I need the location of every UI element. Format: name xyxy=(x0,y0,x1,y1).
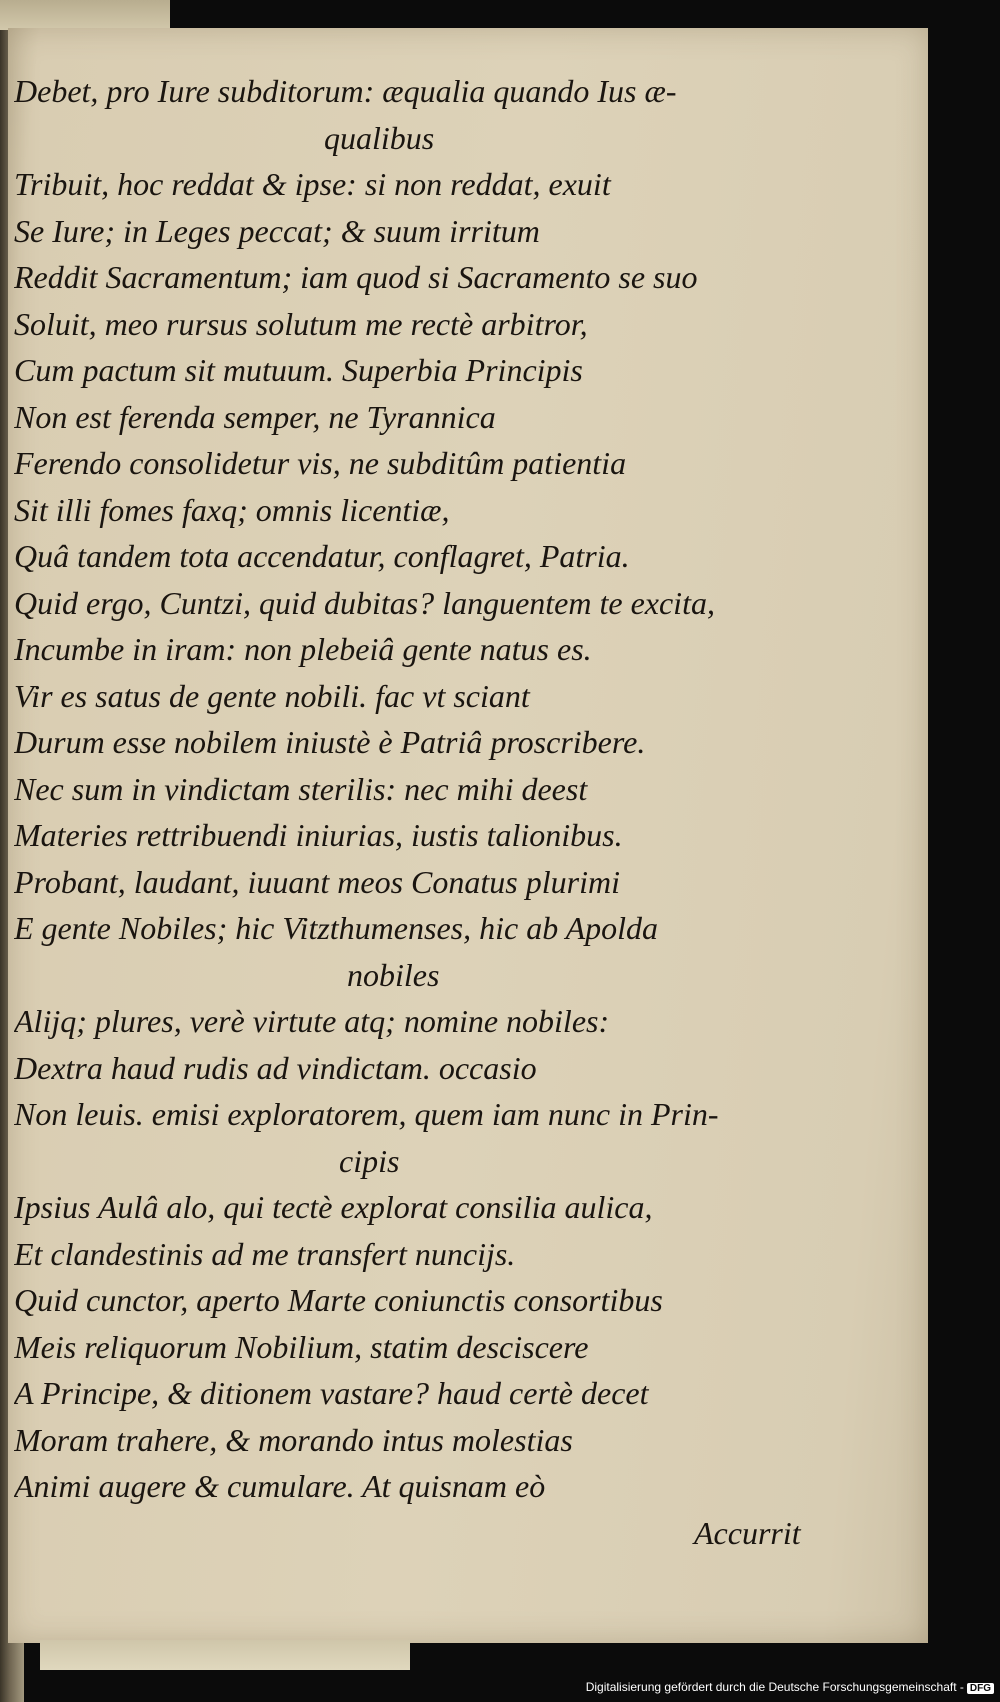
digitization-credit xyxy=(586,1680,994,1694)
text-line: Animi augere & cumulare. At quisnam eò xyxy=(14,1468,546,1504)
catchword: Accurrit xyxy=(694,1514,801,1551)
text-line: Nec sum in vindictam sterilis: nec mihi deest xyxy=(14,770,588,807)
text-line: Dextra haud rudis ad vindictam. occasio xyxy=(14,1049,537,1086)
text-line: qualibus xyxy=(324,119,435,156)
text-line: Cum pactum sit mutuum. Superbia Principis xyxy=(14,352,583,388)
text-line: Meis reliquorum Nobilium, statim desciscere xyxy=(14,1328,589,1365)
text-line: Vir es satus de gente nobili. fac vt sciant xyxy=(14,677,530,714)
text-line: Et clandestinis ad me transfert nuncijs. xyxy=(14,1235,516,1272)
credit-text: Digitalisierung gefördert durch die Deutsche Forschungsgemeinschaft - xyxy=(585,1680,964,1694)
page-tab-top xyxy=(0,0,170,30)
text-line: Alijq; plures, verè virtute atq; nomine nobiles: xyxy=(14,1003,610,1039)
text-line: Non est ferenda semper, ne Tyrannica xyxy=(14,398,496,435)
text-line: Non leuis. emisi exploratorem, quem iam nunc in Prin- xyxy=(14,1096,719,1132)
text-line: Reddit Sacramentum; iam quod si Sacramento se suo xyxy=(14,259,698,295)
page-tab-bottom xyxy=(40,1640,410,1670)
text-line: Quid ergo, Cuntzi, quid dubitas? languentem te excita, xyxy=(14,584,715,621)
text-line: Durum esse nobilem iniustè è Patriâ proscribere. xyxy=(14,724,646,760)
text-line: Quâ tandem tota accendatur, conflagret, Patria. xyxy=(14,538,630,574)
dfg-logo: DFG xyxy=(967,1683,994,1694)
text-line: Sit illi fomes faxq; omnis licentiæ, xyxy=(14,491,450,528)
text-line: Tribuit, hoc reddat & ipse: si non reddat, exuit xyxy=(14,166,611,202)
text-line: Ipsius Aulâ alo, qui tectè explorat consilia aulica, xyxy=(14,1189,653,1225)
page-text xyxy=(14,68,914,1556)
text-line: Probant, laudant, iuuant meos Conatus plurimi xyxy=(14,863,620,900)
text-line: A Principe, & ditionem vastare? haud certè decet xyxy=(14,1375,649,1411)
text-line: Quid cunctor, aperto Marte coniunctis consortibus xyxy=(14,1282,663,1318)
text-line: Se Iure; in Leges peccat; & suum irritum xyxy=(14,212,540,249)
text-line: Moram trahere, & morando intus molestias xyxy=(14,1421,573,1458)
text-line: cipis xyxy=(339,1142,400,1179)
text-line: Ferendo consolidetur vis, ne subditûm patientia xyxy=(14,445,627,481)
text-line: Incumbe in iram: non plebeiâ gente natus es. xyxy=(14,631,592,667)
text-line: Soluit, meo rursus solutum me rectè arbitror, xyxy=(14,305,588,342)
text-line: Debet, pro Iure subditorum: æqualia quando Ius æ- xyxy=(14,73,677,109)
text-line: E gente Nobiles; hic Vitzthumenses, hic ab Apolda xyxy=(14,910,659,946)
text-line: Materies rettribuendi iniurias, iustis talionibus. xyxy=(14,817,623,853)
text-line: nobiles xyxy=(347,956,440,993)
